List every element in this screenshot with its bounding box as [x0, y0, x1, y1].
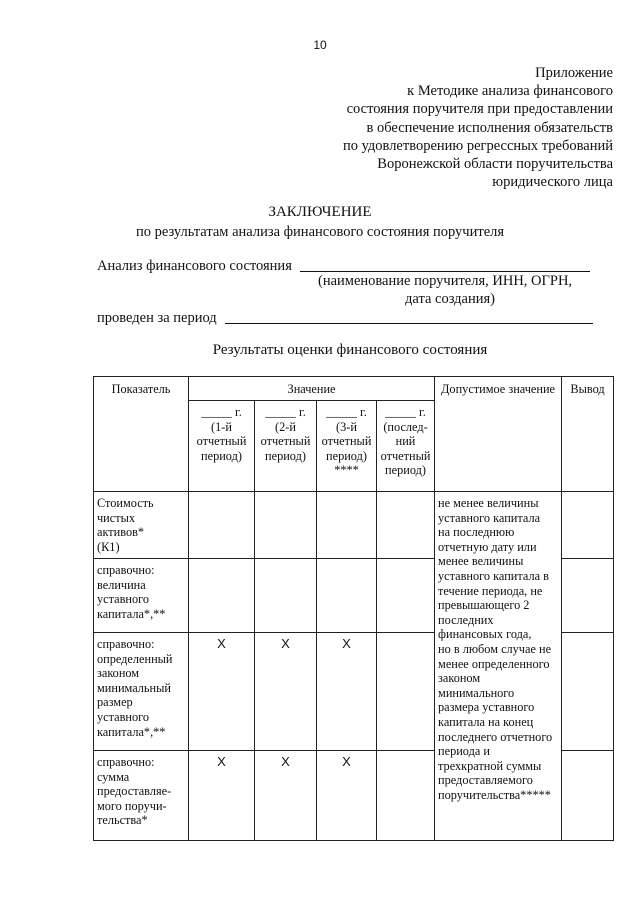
value-cell — [377, 492, 435, 559]
header-conclusion: Вывод — [562, 377, 614, 492]
value-cell — [317, 492, 377, 559]
x-mark: X — [255, 633, 317, 751]
period-3-header: _____ г. (3-й отчетный период) **** — [317, 401, 377, 492]
document-title: ЗАКЛЮЧЕНИЕ — [268, 204, 372, 220]
period-last-header: _____ г. (послед- ний отчетный период) — [377, 401, 435, 492]
row-indicator: справочно: определенный законом минимальный размер уставного капитала*,** — [94, 633, 189, 751]
page-number: 10 — [313, 38, 327, 52]
appendix-line: состояния поручителя при предоставлении — [346, 101, 613, 118]
period-2-header: _____ г. (2-й отчетный период) — [255, 401, 317, 492]
appendix-line: юридического лица — [492, 174, 613, 191]
period-blank — [225, 323, 593, 324]
appendix-line: в обеспечение исполнения обязательств — [366, 119, 613, 136]
value-cell — [317, 559, 377, 633]
conclusion-cell — [562, 559, 614, 633]
header-value: Значение — [189, 377, 435, 401]
value-cell — [255, 492, 317, 559]
row-indicator: справочно: сумма предоставляе- мого поручи- тельства* — [94, 751, 189, 841]
appendix-line: Приложение — [535, 65, 613, 81]
guarantor-hint-line2: дата создания) — [405, 291, 495, 307]
appendix-line: к Методике анализа финансового — [407, 83, 613, 100]
row-indicator: справочно: величина уставного капитала*,** — [94, 559, 189, 633]
row-indicator: Стоимость чистых активов* (К1) — [94, 492, 189, 559]
table-row — [94, 492, 614, 559]
value-cell — [377, 751, 435, 841]
analysis-label: Анализ финансового состояния — [97, 258, 292, 274]
conclusion-cell — [562, 492, 614, 559]
period-label: проведен за период — [97, 310, 217, 326]
x-mark: X — [317, 751, 377, 841]
allowed-value-cell: не менее величины уставного капитала на последнюю отчетную дату или менее величины уставного капитала в течение периода, не превышающего 2 последних финансовых года, но в любом случае не менее определенного законом минимального размера уставного капитала на конец последнего отчетного периода и трехкратной суммы предоставляемого поручительства***** — [435, 492, 562, 841]
x-mark: X — [317, 633, 377, 751]
value-cell — [255, 559, 317, 633]
value-cell — [377, 633, 435, 751]
value-cell — [189, 492, 255, 559]
results-table — [93, 376, 614, 841]
appendix-line: Воронежской области поручительства — [377, 156, 613, 173]
header-indicator: Показатель — [94, 377, 189, 492]
guarantor-name-blank — [300, 271, 590, 272]
value-cell — [189, 559, 255, 633]
conclusion-cell — [562, 633, 614, 751]
x-mark: X — [255, 751, 317, 841]
x-mark: X — [189, 751, 255, 841]
appendix-line: по удовлетворению регрессных требований — [342, 137, 613, 154]
header-allowed: Допустимое значение — [435, 377, 562, 492]
conclusion-cell — [562, 751, 614, 841]
period-1-header: _____ г. (1-й отчетный период) — [189, 401, 255, 492]
results-title: Результаты оценки финансового состояния — [212, 342, 488, 358]
document-subtitle: по результатам анализа финансового состояния поручителя — [135, 224, 505, 240]
value-cell — [377, 559, 435, 633]
appendix-block — [343, 64, 613, 191]
guarantor-hint-line1: (наименование поручителя, ИНН, ОГРН, — [318, 273, 573, 289]
x-mark: X — [189, 633, 255, 751]
